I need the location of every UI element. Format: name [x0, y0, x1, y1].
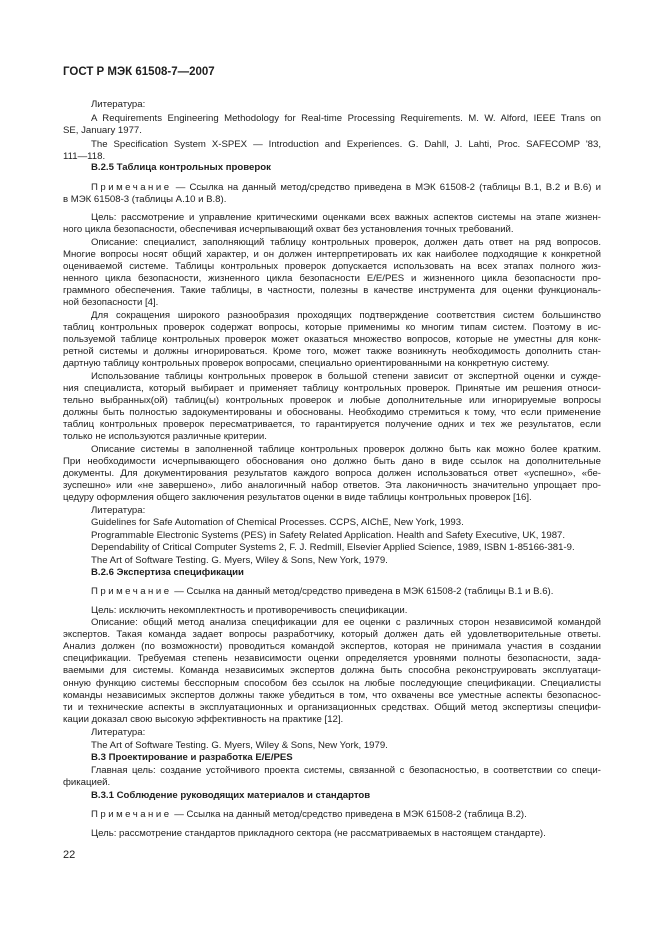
text-line: The Art of Software Testing. G. Myers, Wiley & Sons, New York, 1979.	[91, 555, 388, 566]
text-line: должны быть полностью задокументированы и обоснованы. Необходимо стремиться к тому, что если применение	[63, 407, 601, 418]
text-line: ретной системы и должны игнорироваться. Кроме того, может также возникнуть необходимость дополнить стан-	[63, 346, 601, 357]
text-line: Анализ должен (по возможности) проводиться командой экспертов, которая не принимала участия в создании	[63, 641, 601, 652]
text-line: таблиц контрольных проверок содержат вопросы, которые применимы ко многим типам систем. Поэтому в ис-	[63, 322, 601, 333]
text-line: Использование таблицы контрольных проверок в большой степени зависит от экспертной оценки и сужде-	[91, 371, 601, 382]
text-line: The Art of Software Testing. G. Myers, Wiley & Sons, New York, 1979.	[91, 740, 388, 751]
text-line: граммного обеспечения. Такие таблицы, в частности, полезны в качестве инструмента для оценки функциональ-	[63, 285, 601, 296]
note-label: Примечание	[91, 182, 172, 193]
text-line: SE, January 1977.	[63, 125, 142, 136]
text-line: ненного цикла безопасности, жизненного цикла безопасности Е/Е/PES и жизненного цикла безопасности про-	[63, 273, 601, 284]
text-line: ния специалиста, который выбирает и применяет таблицу контрольных проверок. Принятые им решения относи-	[63, 383, 601, 394]
text-line: Цель: рассмотрение стандартов прикладного сектора (не рассматриваемых в настоящем стандарте).	[91, 828, 546, 839]
text-line: The Specification System X-SPEX — Introduction and Experiences. G. Dahll, J. Lahti, Proc. SAFECOMP '83,	[91, 139, 601, 150]
text-line: фикацией.	[63, 777, 111, 788]
text-line: тельно выбранных(ой) таблиц(ы) контрольных проверок и любые дополнительные или игнорируемые вопросы	[63, 395, 601, 406]
section-heading-b26: В.2.6 Экспертиза спецификации	[91, 567, 244, 578]
text-line: Описание: специалист, заполняющий таблицу контрольных проверок, должен дать ответ на ряд вопросов.	[91, 237, 601, 248]
text-line: пользуемой таблице контрольных проверок может оказаться множество вопросов, которые не уместны для конк-	[63, 334, 601, 345]
section-heading-b31: В.3.1 Соблюдение руководящих материалов и стандартов	[91, 790, 371, 801]
text-line: только не используются различные критерии.	[63, 431, 267, 442]
text-line: Примечание — Ссылка на данный метод/средство приведена в МЭК 61508-2 (таблицы В.1 и В.6).	[91, 586, 554, 597]
text-line: Описание системы в заполненной таблице контрольных проверок должно быть как можно более кратким.	[91, 444, 601, 455]
text-line: команды независимых экспертов должны также убедиться в том, что охвачены все уместные аспекты безопаснос-	[63, 690, 601, 701]
text-line: Programmable Electronic Systems (PES) in Safety Related Application. Health and Safety Executive, UK, 1987.	[91, 530, 566, 541]
section-heading-b3: В.3 Проектирование и разработка Е/Е/PES	[91, 752, 293, 763]
text-line: Литература:	[91, 505, 146, 516]
text-line: цедуру оформления общего заключения результатов оценки в виде таблицы контрольных проверок [16].	[63, 492, 532, 503]
text-line: в МЭК 61508-3 (таблицы А.10 и В.8).	[63, 194, 227, 205]
text-line: Примечание — Ссылка на данный метод/средство приведена в МЭК 61508-2 (таблица В.2).	[91, 809, 527, 820]
page-number: 22	[63, 849, 76, 861]
text-line: Описание: общий метод анализа спецификации для ее оценки с различных сторон независимой командой	[91, 617, 601, 628]
text-line: Для сокращения широкого разнообразия проходящих подтверждение соответствия систем большинство	[91, 310, 601, 321]
section-heading-b25: В.2.5 Таблица контрольных проверок	[91, 162, 271, 173]
text-line: ваемыми для системы. Команда независимых экспертов должна быть способна реконструировать эксплуатаци-	[63, 665, 601, 676]
text-line: Многие вопросы носят общий характер, и он должен интерпретировать их как наиболее подходящие к конкретной	[63, 249, 601, 260]
text-line: Цель: исключить некомплектность и противоречивость спецификации.	[91, 605, 408, 616]
text-line: ной безопасности [4].	[63, 297, 159, 308]
text-line: спецификации. Требуемая степень независимости оценки определяется уровнями полноты безопасности, зада-	[63, 653, 601, 664]
text-line: A Requirements Engineering Methodology for Real-time Processing Requirements. M. W. Alford, IEEE Trans on	[91, 113, 601, 124]
text-line: Цель: рассмотрение и управление критическими оценками всех важных аспектов системы на этапе жизнен-	[91, 212, 601, 223]
text-line: Главная цель: создание устойчивого проекта системы, связанной с безопасностью, в соответствии со специ-	[91, 765, 601, 776]
document-header: ГОСТ Р МЭК 61508-7—2007	[63, 66, 215, 78]
text-line: Литература:	[91, 99, 146, 110]
text-line: 111—118.	[63, 151, 106, 162]
text-line: Dependability of Critical Computer Systems 2, F. J. Redmill, Elsevier Applied Science, 1989, ISBN 1-85166-381-9.	[91, 542, 575, 553]
text-line: Guidelines for Safe Automation of Chemical Processes. CCPS, AIChE, New York, 1993.	[91, 517, 464, 528]
text-line: таблиц контрольных проверок пересматривается, то гарантируется получение одних и тех же результатов, если	[63, 419, 601, 430]
note-label: Примечание	[91, 586, 172, 597]
text-line: ти и технические аспекты в эксплуатационных и организационных средствах. Общий метод экспертизы специфи-	[63, 702, 601, 713]
text-line: дартную таблицу контрольных проверок вопросами, специально ориентированными на конкретную систему.	[63, 358, 550, 369]
text-line: документы. Для документирования результатов каждого вопроса должен использоваться ответ «успешно», «бе-	[63, 468, 601, 479]
text-line: При необходимости исчерпывающего обоснования оно должно быть дано в виде ссылок на дополнительные	[63, 456, 601, 467]
text-line: Литература:	[91, 727, 146, 738]
text-line: ного цикла безопасности, обеспечивая исчерпывающий охват без установления точных требований.	[63, 224, 514, 235]
text-line: кации доказал свою высокую эффективность на практике [12].	[63, 714, 344, 725]
text-line: Примечание — Ссылка на данный метод/средство приведена в МЭК 61508-2 (таблицы В.1, В.2 и В.6) и	[91, 182, 601, 193]
text-line: онную функцию системы бесспорным способом без ссылок на любые последующие спецификации. Специалисты	[63, 678, 601, 689]
text-line: оцениваемой системе. Таблицы контрольных проверок допускается использовать на всех этапах полного жиз-	[63, 261, 601, 272]
text-line: экспертов. Такая команда задает вопросы разработчику, который должен дать ей удовлетворительные ответы.	[63, 629, 601, 640]
note-label: Примечание	[91, 809, 172, 820]
text-line: зуспешно» или «не завершено», либо аналогичный набор ответов. Эта лаконичность значительно упрощает про-	[63, 480, 601, 491]
